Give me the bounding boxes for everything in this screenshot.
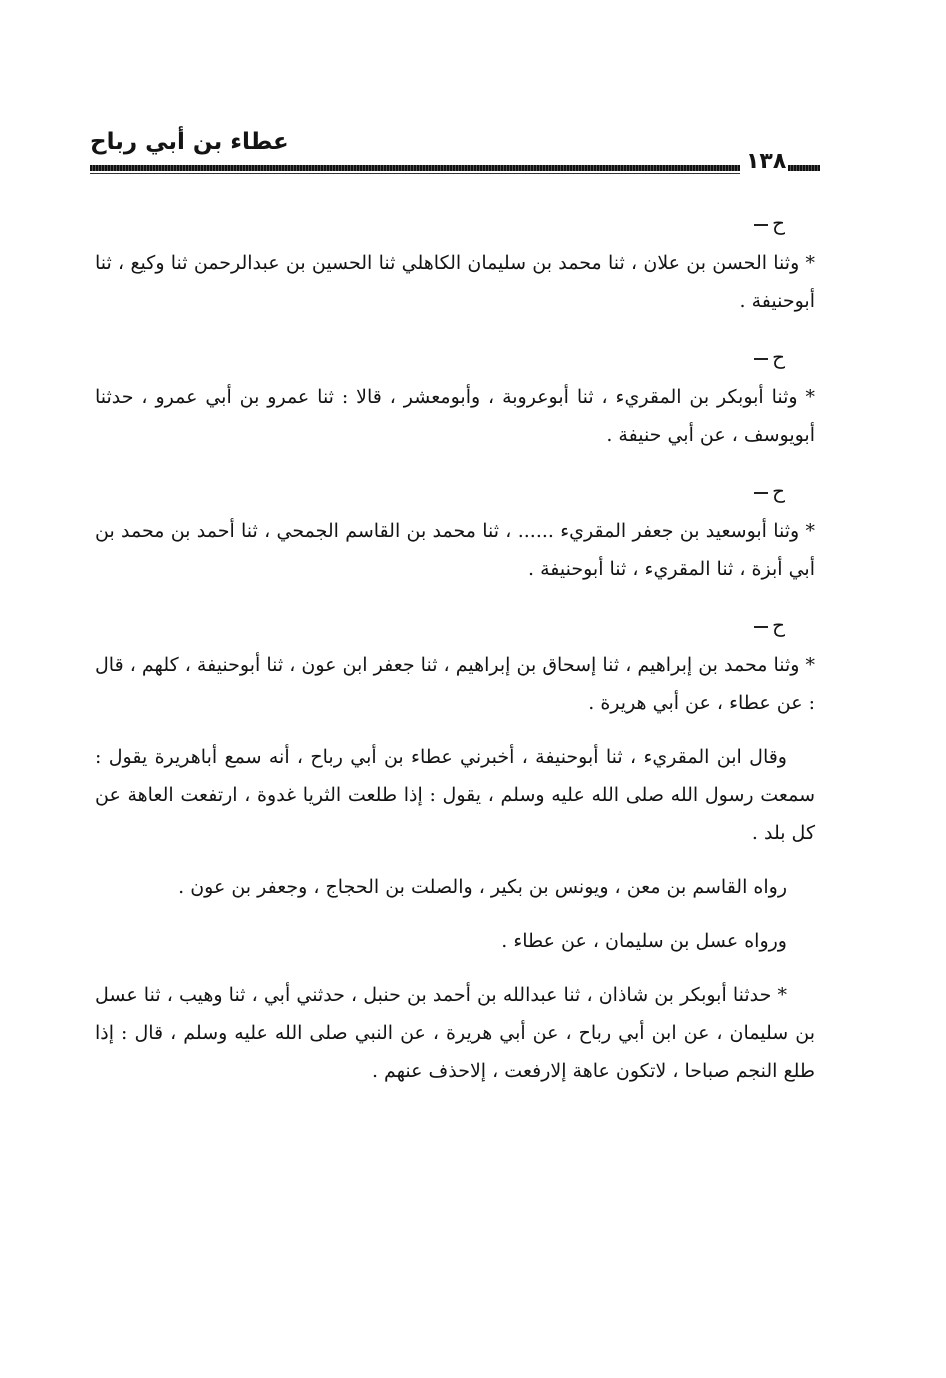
header-rule [90, 160, 740, 174]
paragraph: * وثنا الحسن بن علان ، ثنا محمد بن سليمان الكاهلي ثنا الحسين بن عبدالرحمن ثنا وكيع ، ثنا أبوحنيفة . [95, 252, 815, 312]
page-number: ١٣٨ [746, 149, 787, 174]
paragraph: رواه القاسم بن معن ، ويونس بن بكير ، والصلت بن الحجاج ، وجعفر بن عون . [178, 876, 787, 898]
page-body [95, 202, 815, 1090]
paragraph: * وثنا محمد بن إبراهيم ، ثنا إسحاق بن إبراهيم ، ثنا جعفر ابن عون ، ثنا أبوحنيفة ، كلهم ، قال : عن عطاء ، عن أبي هريرة . [95, 654, 815, 714]
marker-letter: ح [772, 479, 785, 503]
page-number-rule [788, 165, 820, 171]
page-header [90, 128, 820, 180]
running-title: عطاء بن أبي رباح [90, 129, 289, 155]
header-rule-line [90, 165, 740, 171]
marker-dash [754, 626, 768, 628]
marker-dash [754, 358, 768, 360]
marker-dash [754, 224, 768, 226]
paragraph: وقال ابن المقريء ، ثنا أبوحنيفة ، أخبرني عطاء بن أبي رباح ، أنه سمع أباهريرة يقول : سمعت رسول الله صلى الله عليه وسلم ، يقول : إذا طلعت الثريا غدوة ، ارتفعت العاهة عن كل بلد . [95, 746, 815, 844]
paragraph: ورواه عسل بن سليمان ، عن عطاء . [501, 930, 787, 952]
hadith-marker [95, 336, 815, 378]
hadith-marker [95, 470, 815, 512]
paragraph: * حدثنا أبوبكر بن شاذان ، ثنا عبدالله بن أحمد بن حنبل ، حدثني أبي ، ثنا وهيب ، ثنا عسل بن سليمان ، عن ابن أبي رباح ، عن أبي هريرة ، عن النبي صلى الله عليه وسلم ، قال : إذا طلع النجم صباحا ، لاتكون عاهة إلارفعت ، إلاحذف عنهم . [95, 984, 815, 1082]
marker-letter: ح [772, 613, 785, 637]
marker-letter: ح [772, 345, 785, 369]
hadith-marker [95, 202, 815, 244]
marker-dash [754, 492, 768, 494]
marker-letter: ح [772, 211, 785, 235]
paragraph: * وثنا أبوسعيد بن جعفر المقريء ...... ، ثنا محمد بن القاسم الجمحي ، ثنا أحمد بن محمد بن أبي أبزة ، ثنا المقريء ، ثنا أبوحنيفة . [95, 520, 815, 580]
hadith-marker [95, 604, 815, 646]
paragraph: * وثنا أبوبكر بن المقريء ، ثنا أبوعروبة ، وأبومعشر ، قالا : ثنا عمرو بن أبي عمرو ، حدثنا أبويوسف ، عن أبي حنيفة . [95, 386, 815, 446]
